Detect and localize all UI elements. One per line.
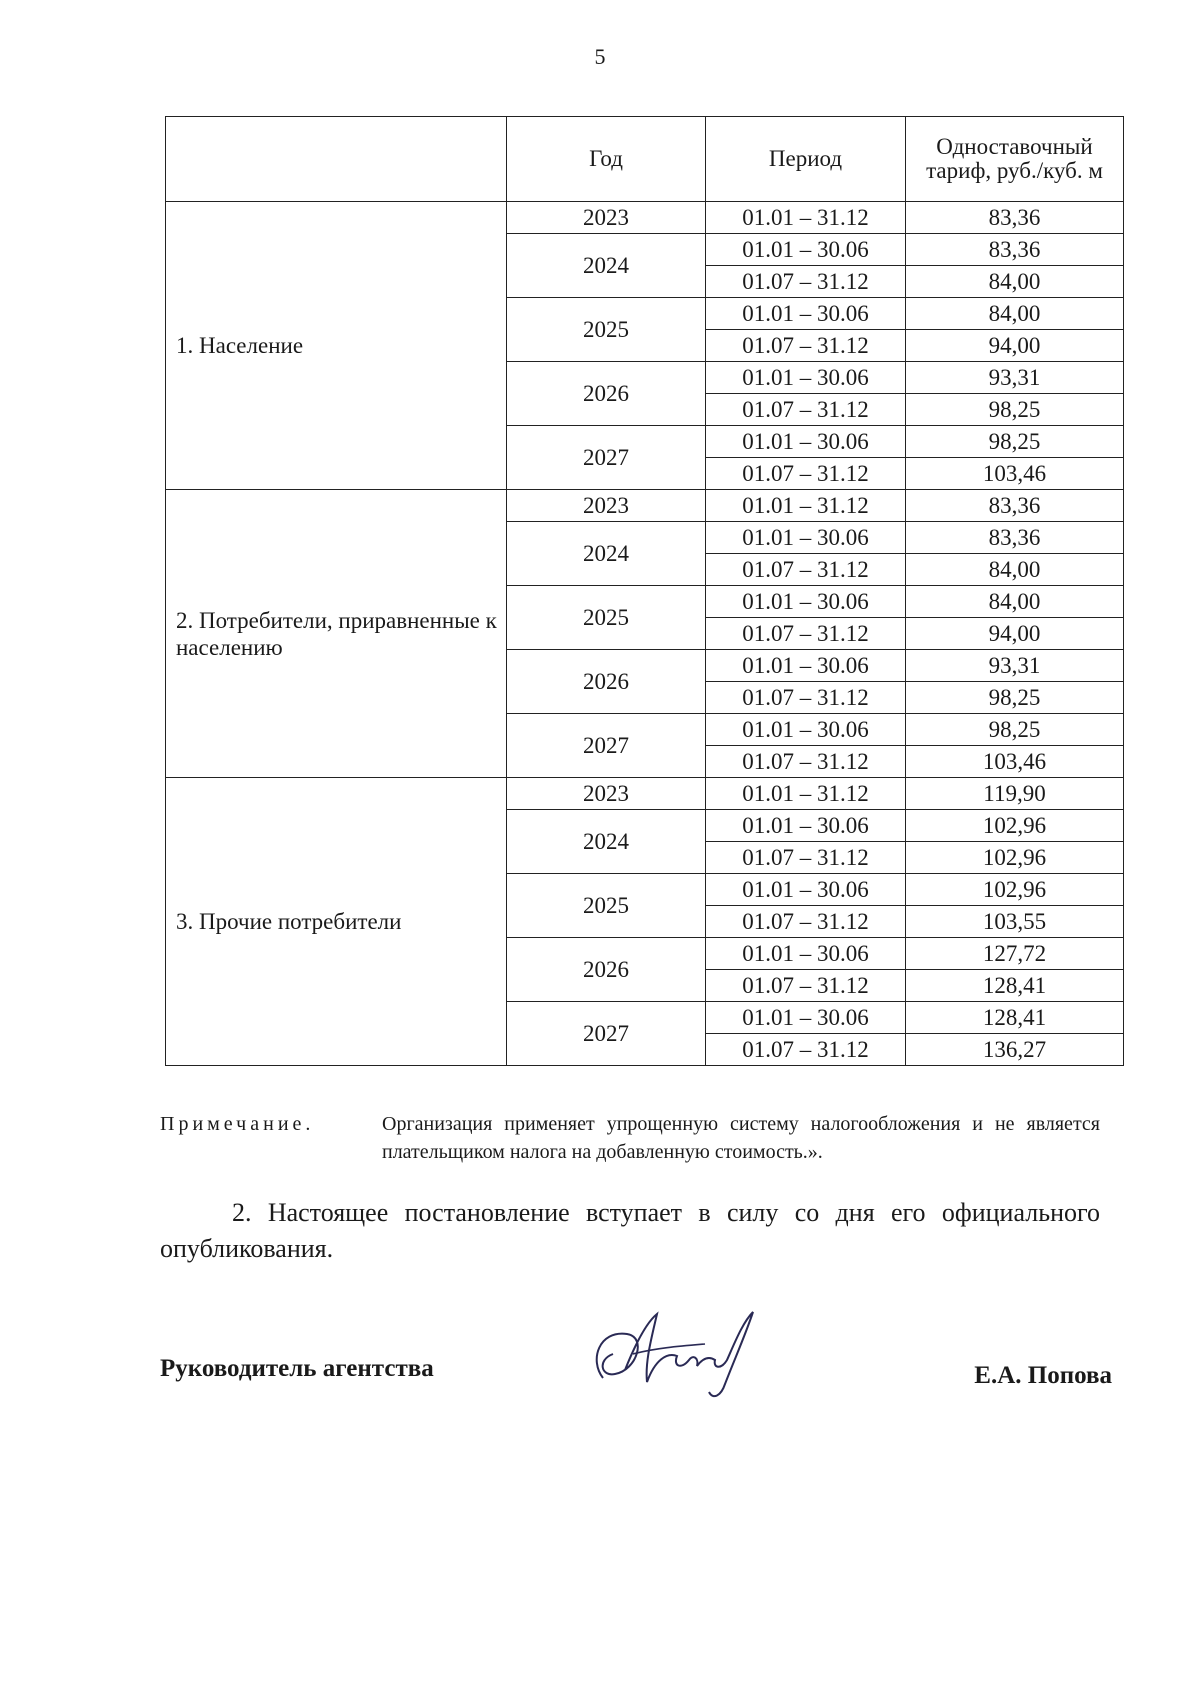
- tariff-cell: 127,72: [906, 938, 1124, 970]
- page-number: 5: [594, 44, 606, 69]
- year-cell: 2026: [507, 362, 706, 426]
- period-cell: 01.01 – 30.06: [706, 714, 906, 746]
- tariff-cell: 83,36: [906, 522, 1124, 554]
- period-cell: 01.01 – 30.06: [706, 426, 906, 458]
- year-cell: 2027: [507, 714, 706, 778]
- group-name-cell: 3. Прочие потребители: [166, 778, 507, 1066]
- year-cell: 2027: [507, 426, 706, 490]
- table-row: [166, 778, 1124, 810]
- period-cell: 01.07 – 31.12: [706, 842, 906, 874]
- year-cell: 2025: [507, 874, 706, 938]
- year-cell: 2026: [507, 938, 706, 1002]
- note-text: Организация применяет упрощенную систему налогообложения и не является плательщиком налога на добавленную стоимость.».: [382, 1113, 1100, 1163]
- period-cell: 01.07 – 31.12: [706, 266, 906, 298]
- table-header-row: [166, 117, 1124, 202]
- tariff-cell: 84,00: [906, 266, 1124, 298]
- tariff-cell: 84,00: [906, 554, 1124, 586]
- tariff-cell: 98,25: [906, 394, 1124, 426]
- year-cell: 2023: [507, 490, 706, 522]
- period-cell: 01.07 – 31.12: [706, 1034, 906, 1066]
- period-cell: 01.01 – 30.06: [706, 362, 906, 394]
- year-cell: 2027: [507, 1002, 706, 1066]
- year-cell: 2025: [507, 298, 706, 362]
- handwritten-signature: [585, 1300, 770, 1405]
- tariff-table-body: [166, 202, 1124, 1066]
- tariff-cell: 93,31: [906, 362, 1124, 394]
- period-cell: 01.07 – 31.12: [706, 970, 906, 1002]
- period-cell: 01.07 – 31.12: [706, 394, 906, 426]
- tariff-cell: 119,90: [906, 778, 1124, 810]
- tariff-cell: 102,96: [906, 842, 1124, 874]
- signatory-title: Руководитель агентства: [160, 1355, 434, 1382]
- period-cell: 01.01 – 31.12: [706, 202, 906, 234]
- tariff-cell: 94,00: [906, 618, 1124, 650]
- tariff-cell: 103,55: [906, 906, 1124, 938]
- period-cell: 01.07 – 31.12: [706, 618, 906, 650]
- year-cell: 2026: [507, 650, 706, 714]
- tariff-table: [165, 116, 1124, 1066]
- note-label: Примечание.: [160, 1113, 315, 1135]
- period-cell: 01.01 – 31.12: [706, 778, 906, 810]
- tariff-cell: 103,46: [906, 458, 1124, 490]
- period-cell: 01.07 – 31.12: [706, 746, 906, 778]
- year-cell: 2024: [507, 810, 706, 874]
- tariff-cell: 102,96: [906, 874, 1124, 906]
- header-tariff: Одноставочный тариф, руб./куб. м: [906, 117, 1124, 202]
- period-cell: 01.01 – 30.06: [706, 810, 906, 842]
- group-name-cell: 1. Население: [166, 202, 507, 490]
- period-cell: 01.01 – 30.06: [706, 586, 906, 618]
- table-row: [166, 202, 1124, 234]
- group-name-cell: 2. Потребители, приравненные к населению: [166, 490, 507, 778]
- year-cell: 2025: [507, 586, 706, 650]
- tariff-cell: 83,36: [906, 490, 1124, 522]
- tariff-cell: 103,46: [906, 746, 1124, 778]
- period-cell: 01.07 – 31.12: [706, 330, 906, 362]
- tariff-cell: 102,96: [906, 810, 1124, 842]
- period-cell: 01.07 – 31.12: [706, 554, 906, 586]
- tariff-cell: 98,25: [906, 682, 1124, 714]
- year-cell: 2023: [507, 778, 706, 810]
- period-cell: 01.01 – 30.06: [706, 874, 906, 906]
- tariff-cell: 128,41: [906, 1002, 1124, 1034]
- period-cell: 01.01 – 31.12: [706, 490, 906, 522]
- period-cell: 01.07 – 31.12: [706, 682, 906, 714]
- tariff-cell: 136,27: [906, 1034, 1124, 1066]
- period-cell: 01.07 – 31.12: [706, 906, 906, 938]
- period-cell: 01.01 – 30.06: [706, 1002, 906, 1034]
- tariff-cell: 98,25: [906, 426, 1124, 458]
- effective-clause: 2. Настоящее постановление вступает в силу со дня его официального опубликования.: [160, 1198, 1100, 1263]
- tariff-cell: 94,00: [906, 330, 1124, 362]
- header-year: Год: [507, 117, 706, 202]
- period-cell: 01.01 – 30.06: [706, 938, 906, 970]
- year-cell: 2023: [507, 202, 706, 234]
- year-cell: 2024: [507, 234, 706, 298]
- tariff-cell: 84,00: [906, 298, 1124, 330]
- tariff-cell: 128,41: [906, 970, 1124, 1002]
- year-cell: 2024: [507, 522, 706, 586]
- tariff-cell: 98,25: [906, 714, 1124, 746]
- signatory-name: Е.А. Попова: [974, 1362, 1112, 1389]
- table-row: [166, 490, 1124, 522]
- period-cell: 01.01 – 30.06: [706, 298, 906, 330]
- period-cell: 01.01 – 30.06: [706, 234, 906, 266]
- period-cell: 01.01 – 30.06: [706, 650, 906, 682]
- tariff-cell: 83,36: [906, 202, 1124, 234]
- header-period: Период: [706, 117, 906, 202]
- tariff-cell: 83,36: [906, 234, 1124, 266]
- header-empty: [166, 117, 507, 202]
- period-cell: 01.07 – 31.12: [706, 458, 906, 490]
- period-cell: 01.01 – 30.06: [706, 522, 906, 554]
- tariff-cell: 84,00: [906, 586, 1124, 618]
- tariff-cell: 93,31: [906, 650, 1124, 682]
